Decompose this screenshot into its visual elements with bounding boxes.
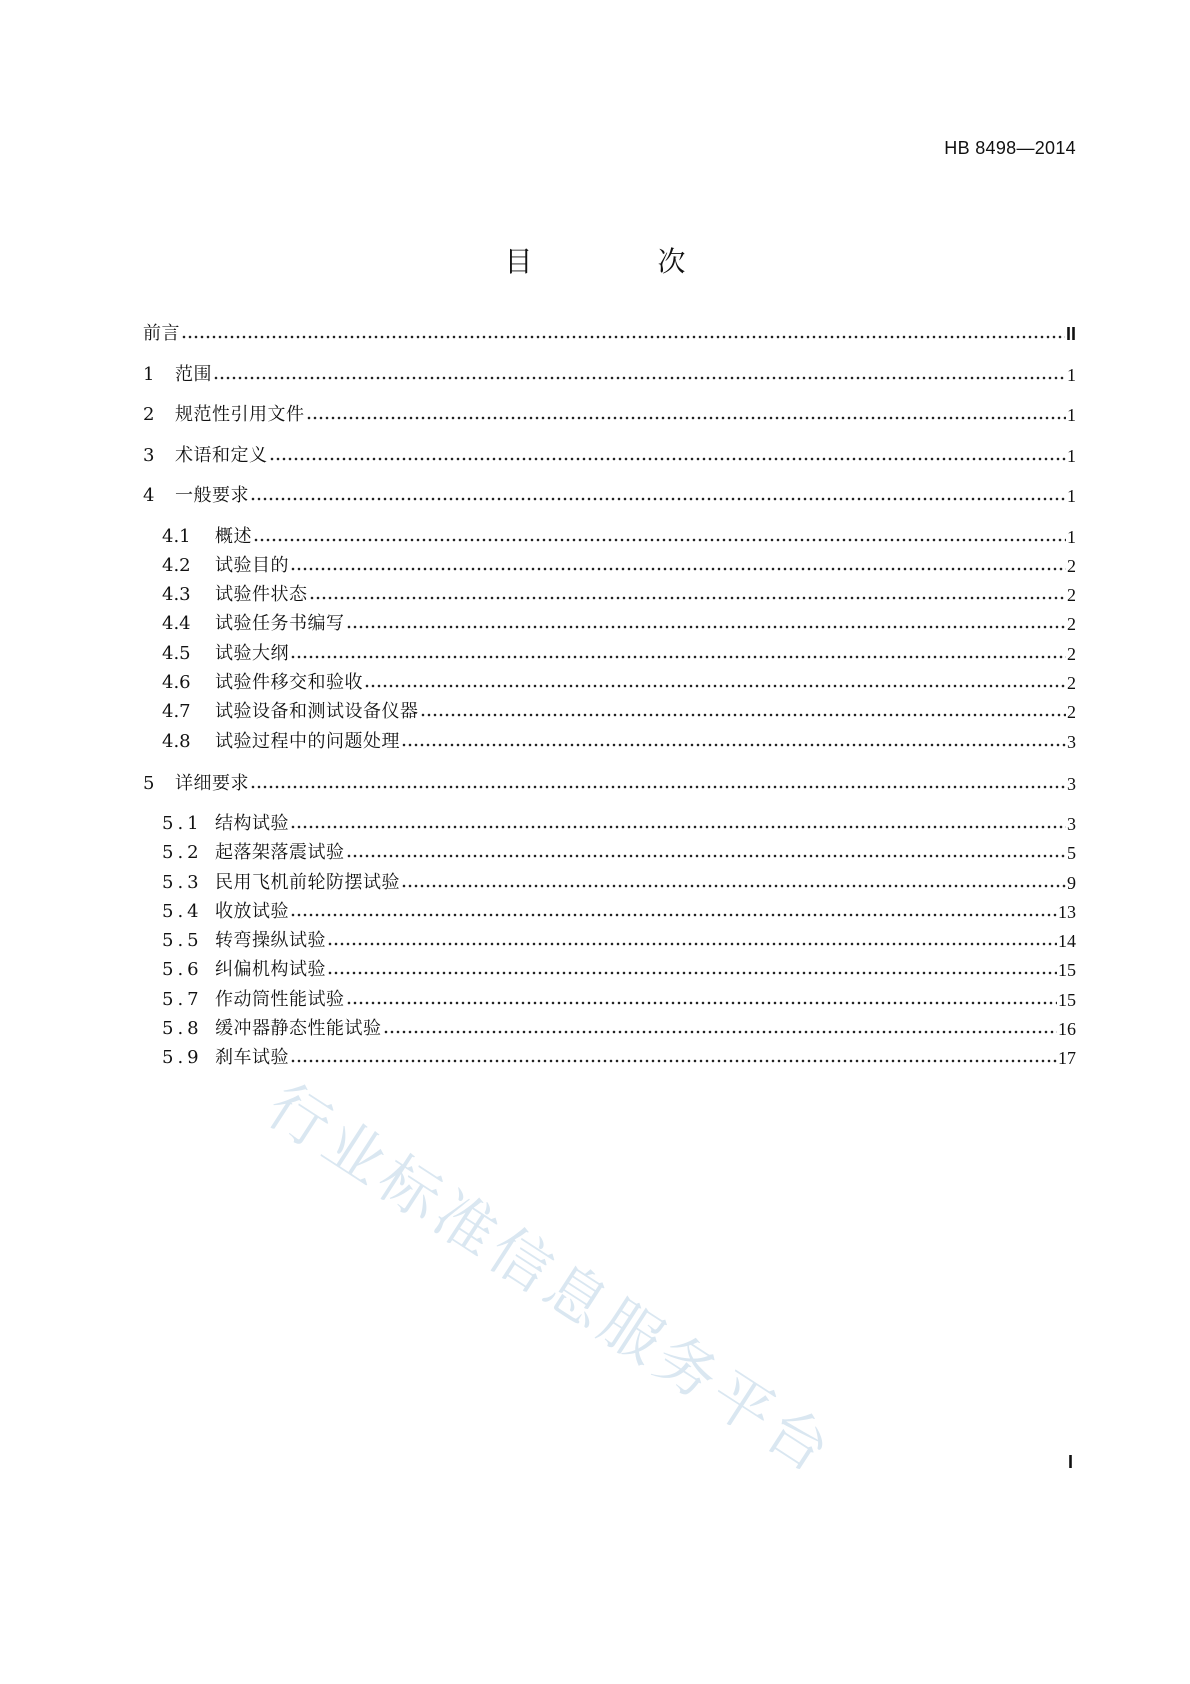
toc-entry-page: II [1065, 324, 1076, 344]
toc-entry-label: 结构试验 [215, 813, 289, 834]
leader-dots [383, 1029, 1058, 1035]
toc-entry-section-5[interactable] [143, 769, 1076, 795]
toc-entry-label: 试验大纲 [215, 643, 289, 664]
toc-entry-page: 15 [1058, 990, 1076, 1010]
toc-entry-label: 试验件移交和验收 [215, 672, 363, 693]
leader-dots [250, 784, 1066, 790]
leader-dots [420, 712, 1067, 718]
toc-entry-number: 5.1 [162, 813, 203, 834]
toc-entry-5-2[interactable] [162, 838, 1076, 864]
toc-entry-number: 5.5 [162, 930, 203, 951]
toc-entry-5-7[interactable] [162, 985, 1076, 1011]
toc-entry-4-8[interactable] [162, 727, 1076, 753]
toc-entry-label: 收放试验 [215, 901, 289, 922]
toc-entry-section-4[interactable] [143, 481, 1076, 507]
leader-dots [327, 941, 1057, 947]
toc-entry-number: 4.5 [162, 643, 191, 664]
toc-entry-page: 2 [1067, 556, 1076, 576]
toc-entry-number: 4.8 [162, 731, 191, 752]
toc-entry-page: 16 [1058, 1019, 1076, 1039]
toc-entry-page: 1 [1067, 405, 1076, 425]
toc-entry-number: 3 [143, 445, 155, 466]
leader-dots [309, 595, 1067, 601]
toc-entry-number: 5.4 [162, 901, 203, 922]
toc-entry-number: 5 [143, 773, 155, 794]
leader-dots [327, 970, 1057, 976]
toc-entry-foreword[interactable] [143, 319, 1076, 345]
toc-entry-page: 13 [1058, 902, 1076, 922]
toc-entry-4-6[interactable] [162, 668, 1076, 694]
toc-entry-page: 3 [1067, 732, 1076, 752]
leader-dots [401, 742, 1066, 748]
toc-entry-page: 2 [1067, 585, 1076, 605]
toc-entry-4-2[interactable] [162, 551, 1076, 577]
toc-entry-number: 4 [143, 485, 155, 506]
toc-entry-label: 术语和定义 [175, 445, 268, 466]
toc-entry-4-7[interactable] [162, 697, 1076, 723]
leader-dots [401, 883, 1066, 889]
toc-entry-number: 5.2 [162, 842, 203, 863]
toc-entry-page: 1 [1067, 446, 1076, 466]
toc-entry-section-3[interactable] [143, 441, 1076, 467]
toc-entry-label: 起落架落震试验 [215, 842, 345, 863]
toc-entry-page: 15 [1058, 960, 1076, 980]
toc-entry-section-2[interactable] [143, 400, 1076, 426]
leader-dots [290, 824, 1066, 830]
toc-entry-label: 缓冲器静态性能试验 [215, 1018, 382, 1039]
toc-entry-page: 2 [1067, 673, 1076, 693]
toc-entry-5-6[interactable] [162, 955, 1076, 981]
page-number: I [1067, 1452, 1073, 1472]
toc-entry-page: 3 [1067, 814, 1076, 834]
toc-entry-label: 民用飞机前轮防摆试验 [215, 872, 400, 893]
toc-entry-label: 纠偏机构试验 [215, 959, 326, 980]
leader-dots [346, 1000, 1058, 1006]
toc-entry-label: 详细要求 [175, 773, 249, 794]
toc-entry-number: 1 [143, 364, 155, 385]
toc-entry-page: 14 [1058, 931, 1076, 951]
toc-entry-number: 4.3 [162, 584, 191, 605]
toc-entry-4-4[interactable] [162, 609, 1076, 635]
toc-entry-4-3[interactable] [162, 580, 1076, 606]
toc-entry-page: 1 [1067, 527, 1076, 547]
toc-entry-label: 一般要求 [175, 485, 249, 506]
toc-entry-label: 规范性引用文件 [175, 404, 305, 425]
leader-dots [181, 334, 1065, 340]
toc-entry-page: 2 [1067, 702, 1076, 722]
leader-dots [253, 537, 1066, 543]
toc-entry-page: 2 [1067, 644, 1076, 664]
toc-entry-label: 概述 [215, 526, 252, 547]
leader-dots [346, 624, 1067, 630]
toc-entry-4-5[interactable] [162, 639, 1076, 665]
toc-entry-page: 2 [1067, 614, 1076, 634]
toc-entry-number: 2 [143, 404, 155, 425]
leader-dots [290, 566, 1066, 572]
toc-entry-page: 3 [1067, 774, 1076, 794]
toc-entry-5-8[interactable] [162, 1014, 1076, 1040]
toc-entry-label: 试验件状态 [215, 584, 308, 605]
toc-entry-5-1[interactable] [162, 809, 1076, 835]
toc-entry-page: 5 [1067, 843, 1076, 863]
leader-dots [290, 654, 1066, 660]
leader-dots [346, 853, 1067, 859]
toc-entry-label: 前言 [143, 323, 180, 344]
toc-entry-page: 17 [1058, 1048, 1076, 1068]
toc-entry-label: 转弯操纵试验 [215, 930, 326, 951]
leader-dots [290, 1058, 1057, 1064]
toc-entry-label: 刹车试验 [215, 1047, 289, 1068]
toc-entry-section-1[interactable] [143, 360, 1076, 386]
toc-entry-number: 5.3 [162, 872, 203, 893]
toc-entry-label: 试验目的 [215, 555, 289, 576]
leader-dots [250, 496, 1066, 502]
toc-entry-number: 4.7 [162, 701, 191, 722]
toc-entry-5-4[interactable] [162, 897, 1076, 923]
toc-entry-number: 4.6 [162, 672, 191, 693]
toc-entry-5-9[interactable] [162, 1043, 1076, 1069]
toc-entry-label: 范围 [175, 364, 212, 385]
toc-entry-page: 1 [1067, 486, 1076, 506]
toc-entry-label: 试验设备和测试设备仪器 [215, 701, 419, 722]
toc-entry-number: 4.1 [162, 526, 191, 547]
toc-entry-number: 5.8 [162, 1018, 203, 1039]
toc-entry-4-1[interactable] [162, 522, 1076, 548]
toc-entry-number: 5.7 [162, 989, 203, 1010]
leader-dots [213, 375, 1066, 381]
watermark: 行业标准信息服务平台 [254, 1070, 847, 1490]
toc-entry-page: 1 [1067, 365, 1076, 385]
toc-entry-5-3[interactable] [162, 868, 1076, 894]
toc-entry-label: 作动筒性能试验 [215, 989, 345, 1010]
leader-dots [290, 912, 1057, 918]
toc-entry-label: 试验过程中的问题处理 [215, 731, 400, 752]
toc-entry-number: 5.9 [162, 1047, 203, 1068]
toc-entry-number: 4.4 [162, 613, 191, 634]
toc-entry-number: 5.6 [162, 959, 203, 980]
leader-dots [269, 456, 1067, 462]
toc-entry-number: 4.2 [162, 555, 191, 576]
toc-entry-page: 9 [1067, 873, 1076, 893]
leader-dots [364, 683, 1066, 689]
document-code: HB 8498—2014 [944, 138, 1076, 158]
toc-entry-5-5[interactable] [162, 926, 1076, 952]
toc-entry-label: 试验任务书编写 [215, 613, 345, 634]
page-title: 目 次 [504, 245, 744, 278]
leader-dots [306, 415, 1067, 421]
